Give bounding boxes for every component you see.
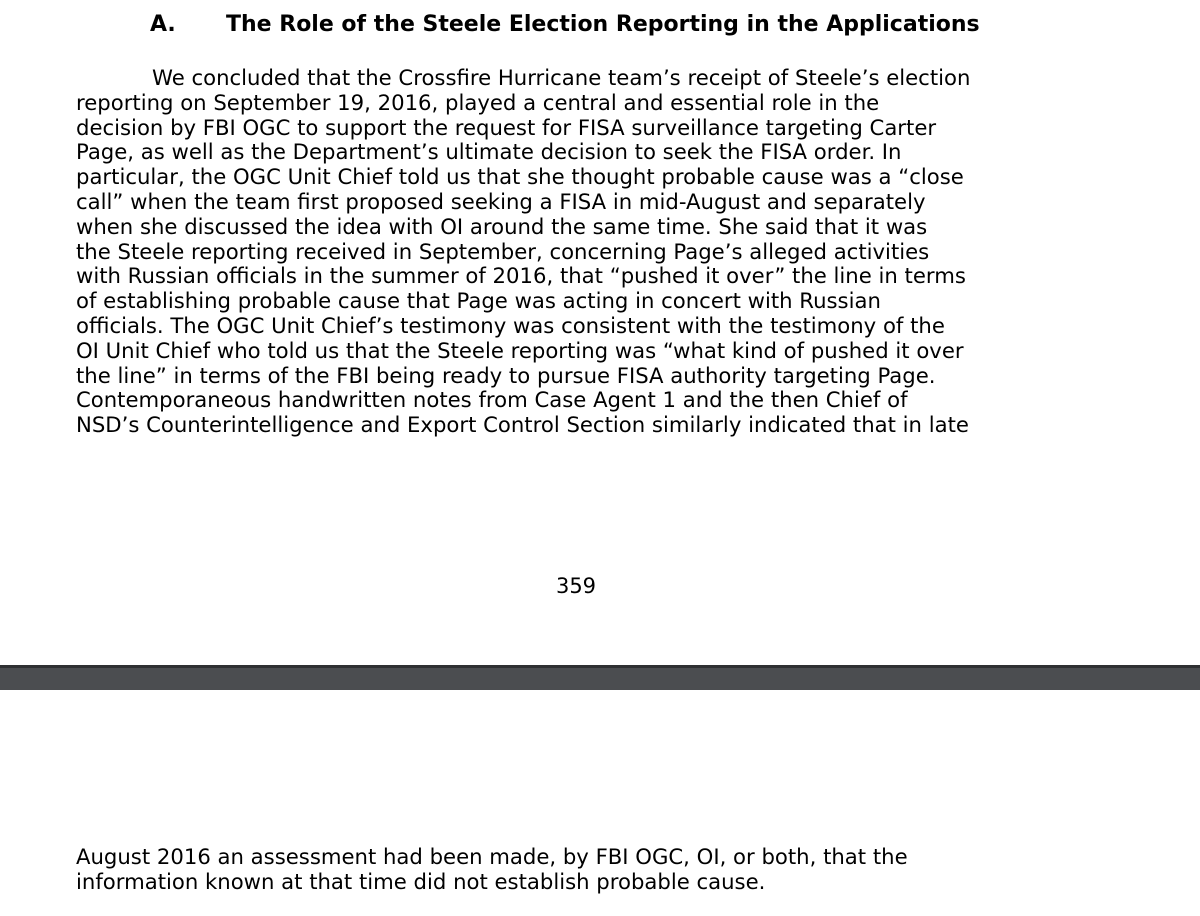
paragraph-line: the line” in terms of the FBI being ready to pursue FISA authority targeting Page. xyxy=(76,362,936,388)
paragraph-line: particular, the OGC Unit Chief told us that she thought probable cause was a “close xyxy=(76,164,964,190)
page-number: 359 xyxy=(555,574,597,598)
paragraph-line: August 2016 an assessment had been made, by FBI OGC, OI, or both, that the xyxy=(76,844,908,869)
paragraph-line: reporting on September 19, 2016, played a central and essential role in the xyxy=(76,89,880,115)
paragraph-line: with Russian officials in the summer of 2016, that “pushed it over” the line in terms xyxy=(76,263,966,289)
page-separator xyxy=(0,665,1200,690)
paragraph-line: officials. The OGC Unit Chief’s testimony was consistent with the testimony of the xyxy=(76,312,945,338)
paragraph-line: Contemporaneous handwritten notes from Case Agent 1 and the then Chief of xyxy=(76,387,908,413)
paragraph-line: OI Unit Chief who told us that the Steele reporting was “what kind of pushed it over xyxy=(76,337,964,363)
body-paragraph xyxy=(76,66,1156,438)
section-title: The Role of the Steele Election Reporting in the Applications xyxy=(226,12,980,37)
paragraph-line: NSD’s Counterintelligence and Export Control Section similarly indicated that in late xyxy=(76,412,969,438)
paragraph-line: information known at that time did not establish probable cause. xyxy=(76,868,766,894)
section-heading xyxy=(150,10,980,40)
paragraph-line: decision by FBI OGC to support the request for FISA surveillance targeting Carter xyxy=(76,114,937,140)
body-paragraph-continued xyxy=(76,845,1156,895)
paragraph-line: the Steele reporting received in September, concerning Page’s alleged activities xyxy=(76,238,930,264)
document-page-next xyxy=(0,690,1200,916)
paragraph-line: call” when the team first proposed seeking a FISA in mid-August and separately xyxy=(76,188,926,214)
paragraph-line: of establishing probable cause that Page was acting in concert with Russian xyxy=(76,288,881,314)
section-letter: A. xyxy=(150,12,176,37)
paragraph-line: We concluded that the Crossfire Hurricane team’s receipt of Steele’s election xyxy=(152,65,971,90)
paragraph-line: when she discussed the idea with OI around the same time. She said that it was xyxy=(76,213,928,239)
paragraph-line: Page, as well as the Department’s ultimate decision to seek the FISA order. In xyxy=(76,139,902,165)
